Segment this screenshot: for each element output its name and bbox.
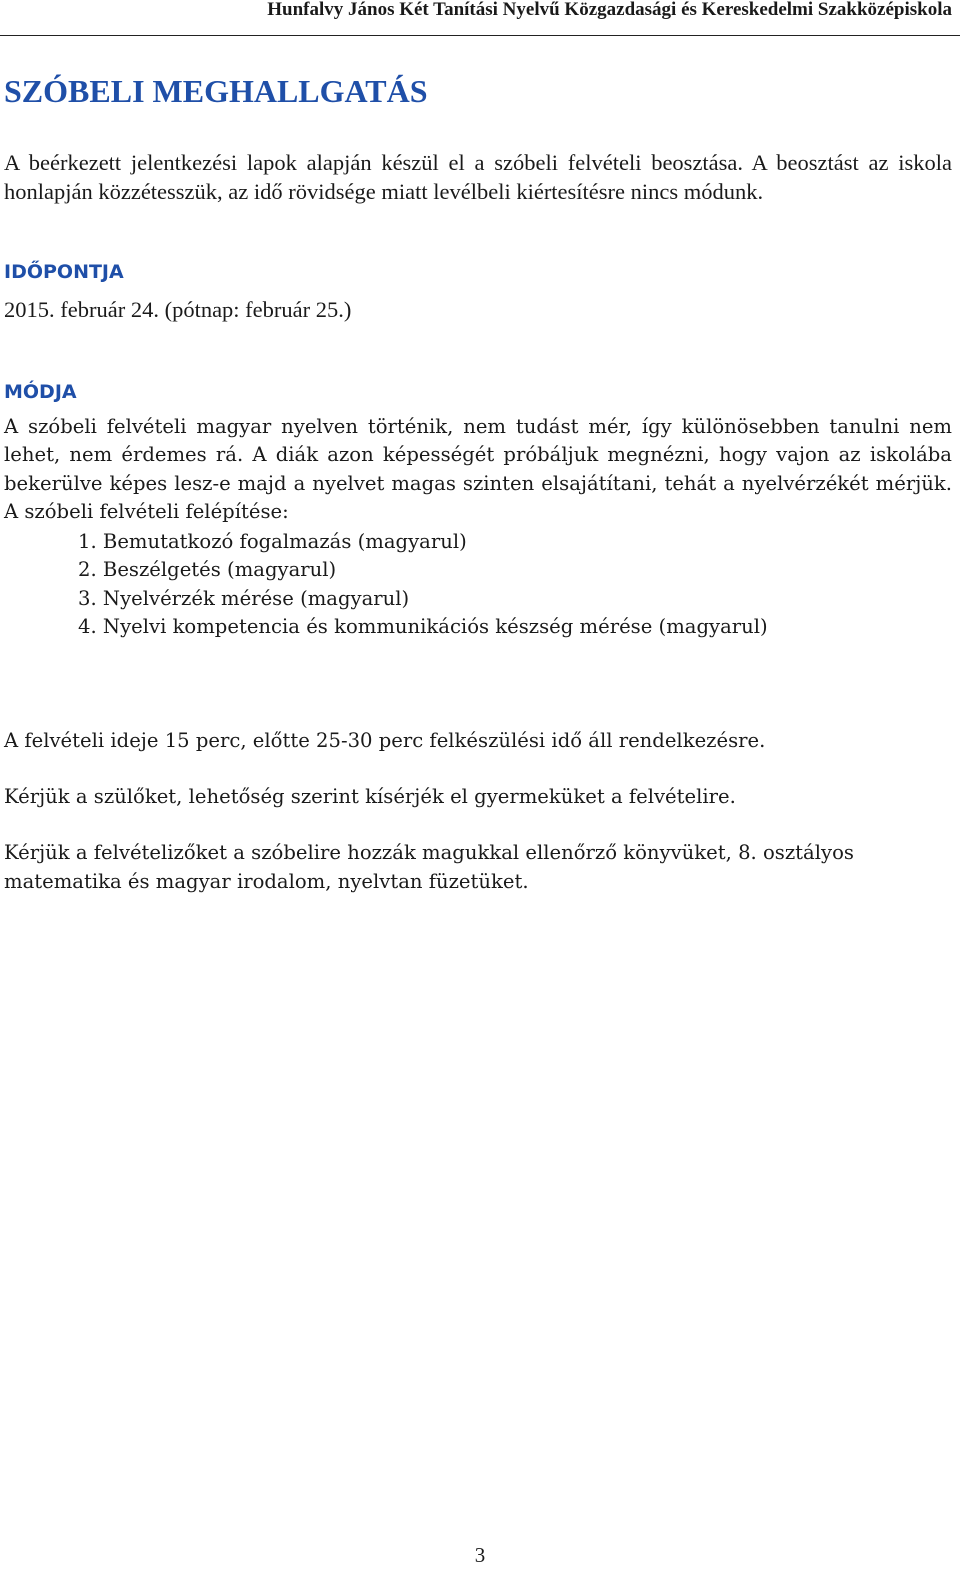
page-header — [0, 0, 960, 36]
page-title: SZÓBELI MEGHALLGATÁS — [4, 73, 428, 109]
intro-paragraph: A beérkezett jelentkezési lapok alapján készül el a szóbeli felvételi beosztása. A beosztást az iskola honlapján közzétesszük, az idő rövidsége miatt levélbeli kiértesítésre nincs módunk. — [4, 150, 952, 204]
duration-note: A felvételi ideje 15 perc, előtte 25-30 perc felkészülési idő áll rendelkezésre. — [4, 729, 766, 752]
list-item: 1. Bemutatkozó fogalmazás (magyarul) — [78, 530, 467, 553]
materials-note: Kérjük a felvételizőket a szóbelire hozzák magukkal ellenőrző könyvüket, 8. osztályos matematika és magyar irodalom, nyelvtan füzetüket. — [4, 841, 854, 893]
list-item: 2. Beszélgetés (magyarul) — [78, 558, 337, 582]
method-paragraph: A szóbeli felvételi magyar nyelven történik, nem tudást mér, így különösebben tanulni nem lehet, nem érdemes rá. A diák azon képességét próbáljuk megnézni, hogy vajon az iskolába bekerülve képes lesz-e majd a nyelvet magas szinten elsajátítani, tehát a nyelvérzékét mérjük. A szóbeli felvételi felépítése: — [4, 415, 952, 524]
list-item: 4. Nyelvi kompetencia és kommunikációs készség mérése (magyarul) — [78, 615, 768, 639]
section-heading-idopont: IDŐPONTJA — [4, 261, 124, 283]
exam-structure-list — [78, 528, 768, 642]
page-number: 3 — [474, 1543, 486, 1567]
section-heading-modja: MÓDJA — [4, 381, 77, 403]
exam-date: 2015. február 24. (pótnap: február 25.) — [4, 297, 352, 322]
school-name-header: Hunfalvy János Két Tanítási Nyelvű Közgazdasági és Kereskedelmi Szakközépiskola — [267, 0, 952, 20]
list-item: 3. Nyelvérzék mérése (magyarul) — [78, 586, 410, 610]
parents-note: Kérjük a szülőket, lehetőség szerint kísérjék el gyermeküket a felvételire. — [4, 785, 736, 808]
